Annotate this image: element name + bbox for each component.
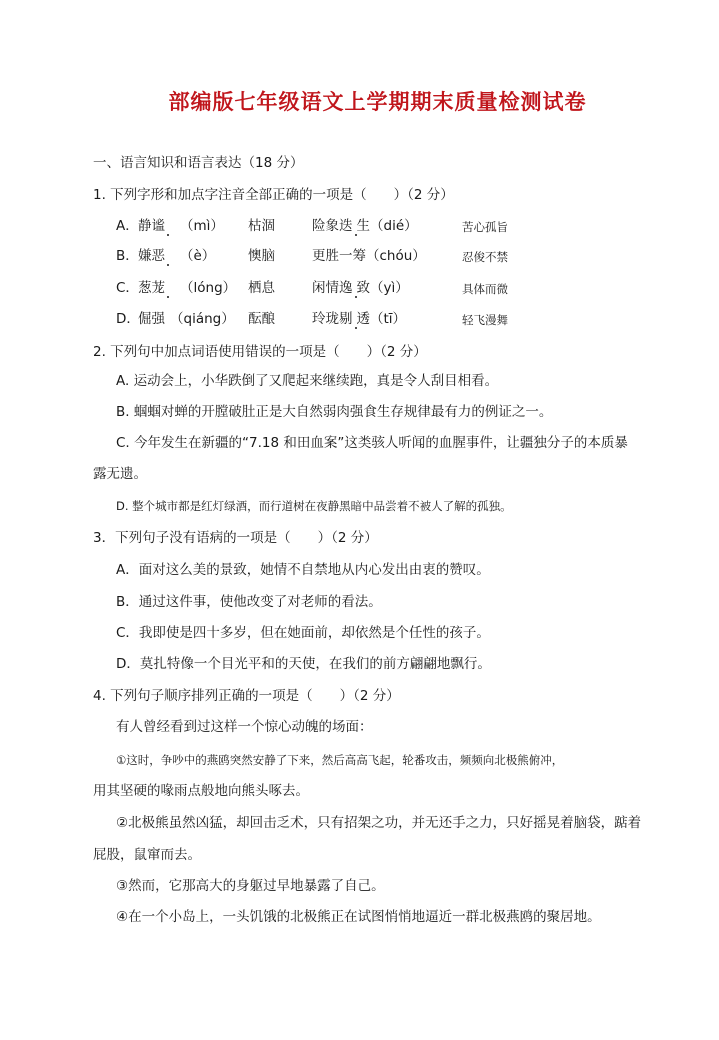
option-idiom: 忍俊不禁 bbox=[462, 250, 508, 264]
option-word: 葱茏 bbox=[138, 279, 169, 298]
q2-option-c: C. 今年发生在新疆的“7.18 和田血案”这类骇人听闻的血腥事件，让疆独分子的本质暴 bbox=[116, 435, 628, 451]
question-4-stem: 4. 下列句子顺序排列正确的一项是（ ）（2 分） bbox=[93, 688, 400, 704]
option-pinyin: （mì） bbox=[180, 218, 224, 234]
option-label: D． bbox=[116, 311, 140, 327]
q4-intro: 有人曾经看到过这样一个惊心动魄的场面： bbox=[116, 719, 373, 735]
option-phrase: 玲珑剔 透（tī） bbox=[312, 311, 407, 327]
option-word: 懊脑 bbox=[248, 248, 275, 264]
option-phrase: 险象迭 生（dié） bbox=[312, 218, 418, 234]
q2-option-d: D. 整个城市都是红灯绿酒，而行道树在夜静黑暗中品尝着不被人了解的孤独。 bbox=[116, 499, 512, 513]
q2-option-c-continued: 露无遗。 bbox=[93, 466, 147, 482]
q4-sentence-2-continued: 屁股，鼠窜而去。 bbox=[93, 847, 201, 863]
q3-option-a: A．面对这么美的景致，她情不自禁地从内心发出由衷的赞叹。 bbox=[116, 562, 490, 578]
question-3-stem: 3．下列句子没有语病的一项是（ ）（2 分） bbox=[93, 530, 378, 546]
page-title: 部编版七年级语文上学期期末质量检测试卷 bbox=[168, 90, 587, 114]
option-word: 栖息 bbox=[248, 280, 275, 296]
q3-option-c: C．我即使是四十多岁，但在她面前，却依然是个任性的孩子。 bbox=[116, 625, 490, 641]
option-idiom: 轻飞漫舞 bbox=[462, 313, 508, 327]
option-word: 静谧 bbox=[138, 217, 169, 236]
q4-sentence-2: ②北极熊虽然凶猛，却回击乏术，只有招架之功，并无还手之力，只好摇晃着脑袋，踮着 bbox=[116, 815, 642, 831]
option-label: C． bbox=[116, 280, 139, 296]
q2-option-b: B. 蝈蝈对蝉的开膛破肚正是大自然弱肉强食生存规律最有力的例证之一。 bbox=[116, 404, 553, 420]
option-phrase: 更胜一筹（chóu） bbox=[312, 248, 426, 264]
option-idiom: 苦心孤旨 bbox=[462, 220, 508, 234]
option-label: B． bbox=[116, 248, 139, 264]
option-word: 枯涸 bbox=[248, 218, 275, 234]
option-word: 嫌恶 bbox=[138, 247, 169, 266]
option-pinyin: （lóng） bbox=[180, 280, 237, 296]
option-label: A． bbox=[116, 218, 139, 234]
option-phrase: 闲情逸 致（yì） bbox=[312, 280, 409, 296]
q3-option-b: B．通过这件事，使他改变了对老师的看法。 bbox=[116, 594, 382, 610]
option-word: 倔强 bbox=[138, 311, 165, 327]
q4-sentence-3: ③然而，它那高大的身躯过早地暴露了自己。 bbox=[116, 878, 385, 894]
option-idiom: 具体而微 bbox=[462, 282, 508, 296]
option-pinyin: （è） bbox=[180, 248, 216, 264]
q3-option-d: D．莫扎特像一个目光平和的天使，在我们的前方翩翩地飘行。 bbox=[116, 656, 491, 672]
section-heading: 一、语言知识和语言表达（18 分） bbox=[93, 155, 304, 171]
q4-sentence-1-continued: 用其坚硬的喙雨点般地向熊头啄去。 bbox=[93, 783, 309, 799]
q2-option-a: A. 运动会上，小华跌倒了又爬起来继续跑，真是令人刮目相看。 bbox=[116, 373, 499, 389]
question-2-stem: 2. 下列句中加点词语使用错误的一项是（ ）（2 分） bbox=[93, 344, 427, 360]
q4-sentence-4: ④在一个小岛上，一头饥饿的北极熊正在试图悄悄地逼近一群北极燕鸥的聚居地。 bbox=[116, 909, 601, 925]
q4-sentence-1: ①这时，争吵中的燕鸥突然安静了下来，然后高高飞起，轮番攻击，频频向北极熊俯冲， bbox=[116, 753, 564, 767]
option-pinyin: （qiáng） bbox=[170, 311, 235, 327]
option-word: 酝酿 bbox=[248, 311, 275, 327]
question-1-stem: 1. 下列字形和加点字注音全部正确的一项是（ ）（2 分） bbox=[93, 187, 454, 203]
